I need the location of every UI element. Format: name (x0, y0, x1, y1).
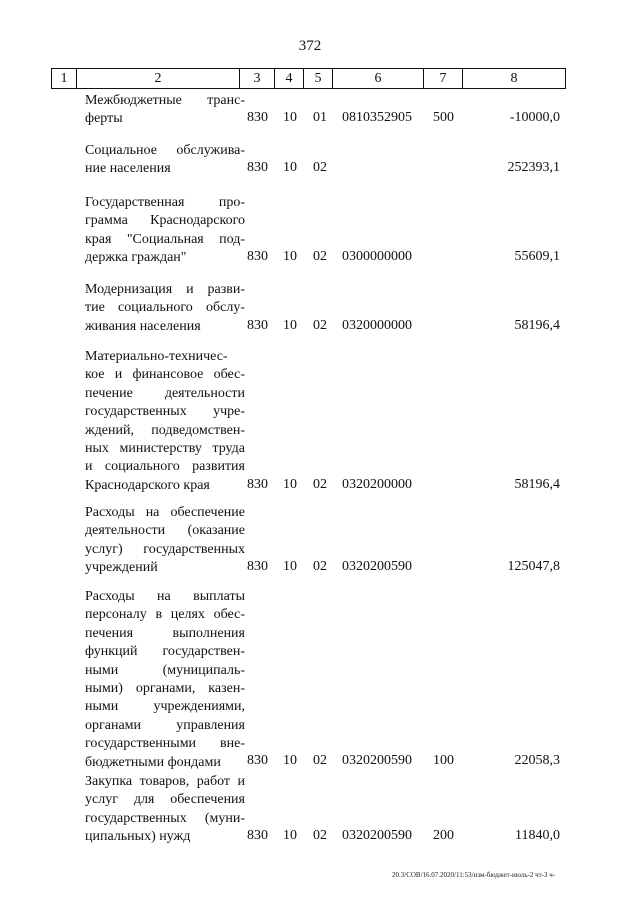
row-name-line: живания населения (85, 318, 201, 334)
row-code-4: 10 (283, 160, 297, 175)
row-name (85, 773, 245, 847)
row-code-3: 830 (247, 559, 268, 574)
column-header-7: 7 (424, 69, 463, 89)
row-name (85, 194, 245, 268)
row-name-line: Материально-техничес- (85, 349, 228, 364)
row-name-line: государственных (муни- (85, 810, 245, 826)
row-name-line: Государственная про- (85, 195, 245, 210)
row-name (85, 348, 245, 495)
row-name-line: ждений, подведомствен- (85, 422, 245, 438)
row-name-line: ными учреждениями, (85, 699, 245, 715)
row-name-line: персоналу в целях обес- (85, 607, 245, 623)
row-name (85, 588, 245, 772)
column-header-6: 6 (333, 69, 424, 89)
row-code-3: 830 (247, 110, 268, 125)
column-header-5: 5 (304, 69, 333, 89)
row-amount: 58196,4 (514, 318, 560, 333)
page-number: 372 (298, 38, 322, 54)
column-header-1: 1 (52, 69, 77, 89)
document-footer: 20.3/СОВ/16.07.2020/11:53/изм-бюджет-июль-2 чт-3 ч- (392, 871, 556, 879)
row-name-line: функций государствен- (85, 644, 245, 660)
row-code-5: 02 (313, 318, 327, 333)
row-code-3: 830 (247, 318, 268, 333)
row-code-5: 02 (313, 828, 327, 843)
column-header-4: 4 (275, 69, 304, 89)
row-name-line: края "Социальная под- (85, 231, 245, 247)
row-name (85, 281, 245, 336)
row-code-3: 830 (247, 160, 268, 175)
row-name (85, 142, 245, 179)
row-code-7: 500 (433, 110, 454, 125)
row-code-6: 0320200590 (342, 828, 412, 843)
row-name-line: ципальных) нужд (85, 829, 191, 845)
row-name-line: Расходы на обеспечение (85, 505, 245, 520)
row-name-line: услуг для обеспечения (85, 792, 245, 808)
column-header-2: 2 (77, 69, 240, 89)
row-amount: 22058,3 (514, 753, 560, 768)
row-code-4: 10 (283, 318, 297, 333)
row-code-5: 01 (313, 110, 327, 125)
row-amount: 11840,0 (515, 828, 560, 843)
row-amount: 125047,8 (507, 559, 560, 574)
row-name-line: Краснодарского края (85, 477, 210, 493)
row-name-line: деятельности (оказание (85, 523, 245, 539)
column-header-3: 3 (240, 69, 275, 89)
row-code-4: 10 (283, 110, 297, 125)
row-name-line: тие социального обслу- (85, 300, 245, 316)
row-code-6: 0810352905 (342, 110, 412, 125)
row-name-line: ных министерству труда (85, 441, 245, 457)
row-name-line: ние населения (85, 161, 171, 177)
row-name-line: держка граждан" (85, 250, 187, 266)
row-name-line: грамма Краснодарского (85, 213, 245, 229)
row-name-line: услуг) государственных (85, 541, 245, 557)
row-code-6: 0320200590 (342, 559, 412, 574)
row-code-5: 02 (313, 249, 327, 264)
row-name-line: государственных учре- (85, 404, 245, 420)
row-code-6: 0320200590 (342, 753, 412, 768)
row-name-line: ными) органами, казен- (85, 681, 245, 697)
row-code-3: 830 (247, 249, 268, 264)
row-name-line: бюджетными фондами (85, 754, 221, 770)
row-amount: -10000,0 (509, 110, 560, 125)
row-code-4: 10 (283, 828, 297, 843)
column-header-table (51, 68, 566, 89)
row-code-5: 02 (313, 559, 327, 574)
row-name-line: государственными вне- (85, 736, 245, 752)
row-name-line: Межбюджетные транс- (85, 93, 245, 108)
column-header-8: 8 (463, 69, 566, 89)
row-name-line: Расходы на выплаты (85, 589, 245, 604)
row-code-6: 0300000000 (342, 249, 412, 264)
row-name (85, 92, 245, 129)
row-code-4: 10 (283, 753, 297, 768)
row-amount: 58196,4 (514, 477, 560, 492)
row-code-6: 0320000000 (342, 318, 412, 333)
row-code-3: 830 (247, 753, 268, 768)
row-name-line: кое и финансовое обес- (85, 367, 245, 383)
row-name-line: Модернизация и разви- (85, 282, 245, 297)
row-name-line: органами управления (85, 717, 245, 733)
row-code-3: 830 (247, 828, 268, 843)
row-code-5: 02 (313, 160, 327, 175)
row-code-5: 02 (313, 753, 327, 768)
row-code-4: 10 (283, 477, 297, 492)
row-amount: 55609,1 (514, 249, 560, 264)
row-code-6: 0320200000 (342, 477, 412, 492)
row-code-4: 10 (283, 559, 297, 574)
row-code-3: 830 (247, 477, 268, 492)
row-name-line: учреждений (85, 560, 158, 576)
row-code-7: 100 (433, 753, 454, 768)
row-name-line: печения выполнения (85, 625, 245, 641)
row-name-line: Закупка товаров, работ и (85, 774, 245, 789)
row-code-4: 10 (283, 249, 297, 264)
row-name-line: Социальное обслужива- (85, 143, 245, 158)
row-code-5: 02 (313, 477, 327, 492)
row-name-line: печение деятельности (85, 385, 245, 401)
row-code-7: 200 (433, 828, 454, 843)
row-name-line: ными (муниципаль- (85, 662, 245, 678)
row-amount: 252393,1 (507, 160, 560, 175)
row-name-line: и социального развития (85, 459, 245, 475)
row-name-line: ферты (85, 111, 123, 127)
row-name (85, 504, 245, 578)
